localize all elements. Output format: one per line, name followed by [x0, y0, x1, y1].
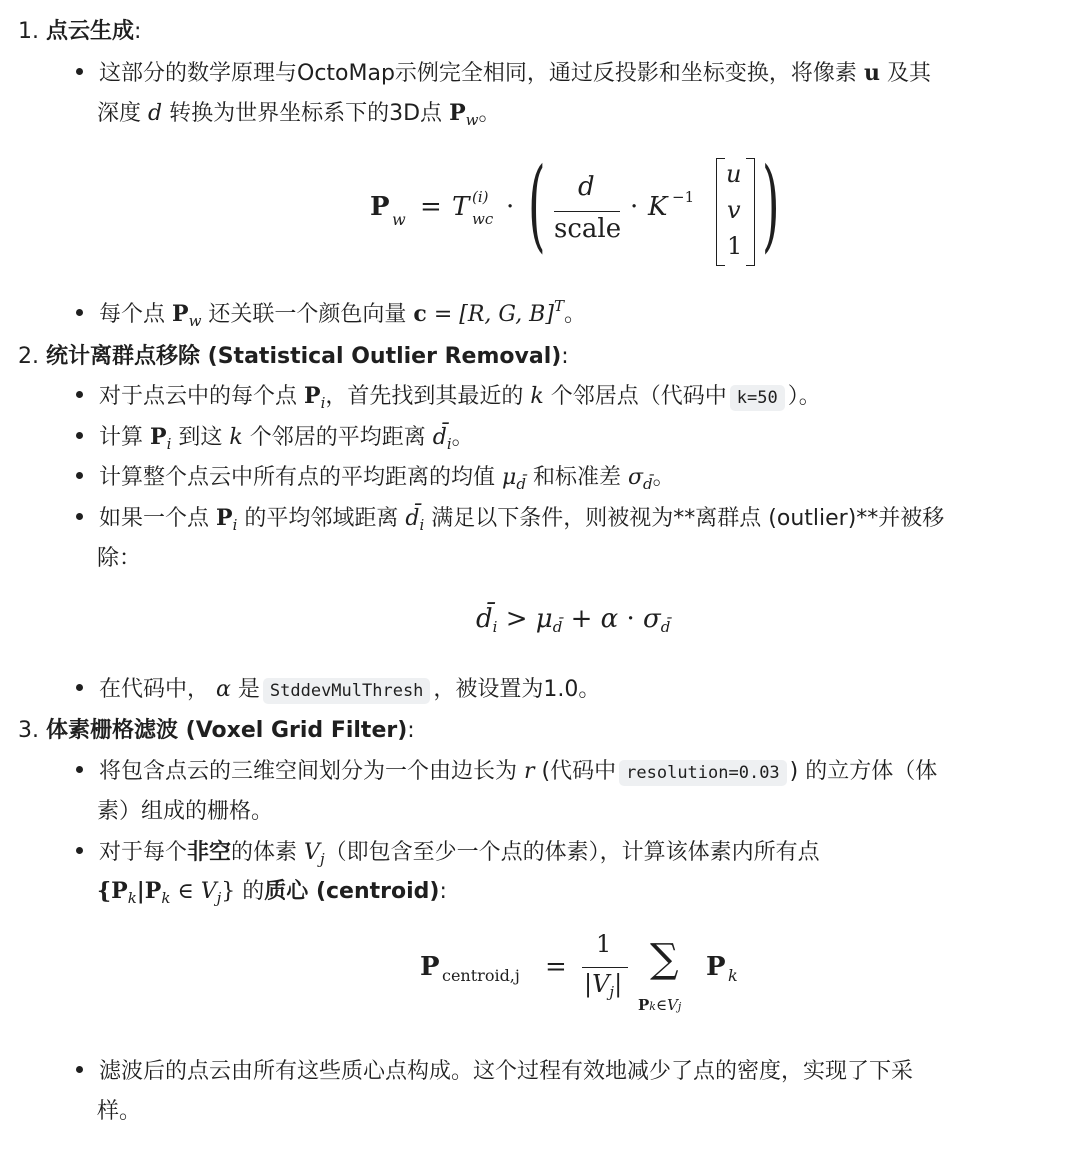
- section-1-heading: 1. 点云生成:: [18, 19, 142, 44]
- formula-projection: P w = T (i) wc · ( d scale · K −1 u v 1 ): [370, 152, 790, 272]
- bullet-icon: [76, 432, 83, 439]
- list-item-continuation: {$P_k|P_k$ ∈ $V_j$} 的质心 (centroid):: [97, 878, 447, 907]
- inline-code: StddevMulThresh: [263, 678, 431, 704]
- section-3-heading: 3. 体素栅格滤波 (Voxel Grid Filter):: [18, 718, 415, 743]
- bracket-right: [746, 158, 755, 266]
- paren-left: (: [528, 146, 546, 263]
- formula-outlier-condition: $d̄_i > \mu_{d̄} + \alpha \cdot \sigma_{d̄}$: [476, 604, 671, 636]
- paren-right: ): [762, 146, 780, 263]
- list-item: 对于点云中的每个点 $P_i$，首先找到其最近的 k 个邻居点（代码中 k=50 ）。: [76, 379, 821, 412]
- list-item: 在代码中， α 是 StddevMulThresh ，被设置为1.0。: [76, 672, 600, 703]
- list-item: 计算整个点云中所有点的平均距离的均值 $\mu_{d̄}$ 和标准差 $\sigma_{d̄}$。: [76, 460, 675, 493]
- list-item: 将包含点云的三维空间划分为一个由边长为 r (代码中 resolution=0.03 ) 的立方体（体: [76, 754, 937, 785]
- section-2-heading: 2. 统计离群点移除 (Statistical Outlier Removal):: [18, 344, 569, 369]
- formula-centroid: P centroid,j = 1 $|V_j|$ ∑ Pk∈Vj P k: [420, 930, 738, 1014]
- list-item-continuation: 素）组成的栅格。: [97, 799, 274, 824]
- inline-code: k=50: [730, 385, 785, 411]
- bullet-icon: [76, 472, 83, 479]
- bracket-left: [716, 158, 725, 266]
- list-number: 3.: [18, 718, 39, 743]
- bullet-icon: [76, 391, 83, 398]
- list-item: 计算 $P_i$ 到这 k 个邻居的平均距离 $d̄_i$。: [76, 420, 474, 453]
- bullet-icon: [76, 513, 83, 520]
- bullet-icon: [76, 1066, 83, 1073]
- inline-code: resolution=0.03: [619, 760, 787, 786]
- section-title: 体素栅格滤波 (Voxel Grid Filter): [46, 718, 408, 743]
- list-item: 这部分的数学原理与OctoMap示例完全相同，通过反投影和坐标变换，将像素 u 及其: [76, 56, 931, 87]
- bullet-icon: [76, 766, 83, 773]
- bullet-icon: [76, 847, 83, 854]
- fraction-bar: [582, 967, 628, 968]
- fraction-bar: [554, 211, 620, 212]
- list-item: 滤波后的点云由所有这些质心点构成。这个过程有效地减少了点的密度，实现了下采: [76, 1054, 913, 1085]
- list-item: 每个点 $P_w$ 还关联一个颜色向量 c = [R, G, B]$^T$。: [76, 297, 586, 330]
- list-number: 2.: [18, 344, 39, 369]
- list-item: 如果一个点 $P_i$ 的平均邻域距离 $d̄_i$ 满足以下条件，则被视为**离群点 (outlier)**并被移: [76, 501, 944, 534]
- section-title: 点云生成: [46, 19, 135, 44]
- list-item: 对于每个非空的体素 $V_j$（即包含至少一个点的体素），计算该体素内所有点: [76, 835, 820, 868]
- bullet-icon: [76, 68, 83, 75]
- list-item-continuation: 除：: [97, 546, 142, 571]
- bullet-icon: [76, 309, 83, 316]
- section-title: 统计离群点移除 (Statistical Outlier Removal): [46, 344, 562, 369]
- list-item-continuation: 深度 d 转换为世界坐标系下的3D点 $P_w$。: [97, 100, 501, 129]
- list-number: 1.: [18, 19, 39, 44]
- list-item-continuation: 样。: [97, 1099, 142, 1124]
- bullet-icon: [76, 684, 83, 691]
